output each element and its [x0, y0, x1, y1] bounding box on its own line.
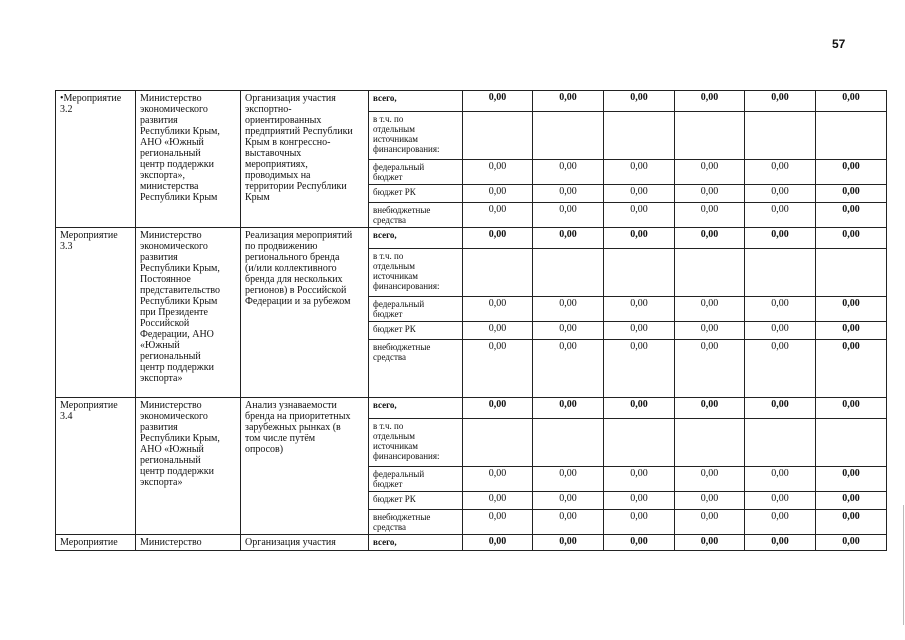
- funding-type-label: всего,: [369, 535, 463, 551]
- amount-cell-year-3: 0,00: [604, 297, 675, 322]
- amount-cell-year-2: 0,00: [533, 510, 604, 535]
- amount-cell-year-3: 0,00: [604, 492, 675, 510]
- amount-cell-year-1: [463, 419, 533, 467]
- amount-cell-year-6: 0,00: [816, 535, 887, 551]
- amount-cell-year-2: 0,00: [533, 340, 604, 398]
- amount-cell-year-1: [463, 249, 533, 297]
- amount-cell-year-4: 0,00: [675, 340, 745, 398]
- amount-cell-year-5: 0,00: [745, 185, 816, 203]
- amount-cell-year-3: 0,00: [604, 160, 675, 185]
- measure-3-4-total-row: [56, 398, 887, 419]
- amount-cell-year-1: 0,00: [463, 322, 533, 340]
- amount-cell-year-1: [463, 112, 533, 160]
- amount-cell-year-2: 0,00: [533, 185, 604, 203]
- amount-cell-year-6: [816, 419, 887, 467]
- amount-cell-year-3: [604, 112, 675, 160]
- amount-cell-year-2: [533, 112, 604, 160]
- amount-cell-year-6: 0,00: [816, 228, 887, 249]
- amount-cell-year-2: 0,00: [533, 91, 604, 112]
- amount-cell-year-1: 0,00: [463, 492, 533, 510]
- funding-type-label: бюджет РК: [369, 185, 463, 203]
- action-description: Реализация мероприятий по продвижению регионального бренда (и/или коллективного бренда для нескольких регионов) в Российской Федерации и за рубежом: [241, 228, 369, 398]
- amount-cell-year-1: 0,00: [463, 398, 533, 419]
- amount-cell-year-6: 0,00: [816, 203, 887, 228]
- amount-cell-year-4: 0,00: [675, 297, 745, 322]
- funding-type-label: бюджет РК: [369, 322, 463, 340]
- amount-cell-year-1: 0,00: [463, 203, 533, 228]
- amount-cell-year-3: 0,00: [604, 398, 675, 419]
- action-description: Организация участия экспортно- ориентированных предприятий Республики Крым в конгрессно- выставочных мероприятиях, проводимых на территории Республики Крым: [241, 91, 369, 228]
- amount-cell-year-6: 0,00: [816, 398, 887, 419]
- measure-name: Мероприятие 3.4: [56, 398, 136, 535]
- amount-cell-year-5: 0,00: [745, 91, 816, 112]
- amount-cell-year-4: 0,00: [675, 510, 745, 535]
- amount-cell-year-3: 0,00: [604, 535, 675, 551]
- amount-cell-year-1: 0,00: [463, 510, 533, 535]
- amount-cell-year-5: 0,00: [745, 467, 816, 492]
- measure-next-total-row: [56, 535, 887, 551]
- amount-cell-year-2: 0,00: [533, 398, 604, 419]
- amount-cell-year-5: 0,00: [745, 203, 816, 228]
- amount-cell-year-6: 0,00: [816, 510, 887, 535]
- amount-cell-year-3: 0,00: [604, 322, 675, 340]
- amount-cell-year-2: 0,00: [533, 228, 604, 249]
- amount-cell-year-6: 0,00: [816, 492, 887, 510]
- page-number: 57: [832, 37, 846, 51]
- amount-cell-year-2: [533, 249, 604, 297]
- funding-type-label: всего,: [369, 91, 463, 112]
- executor-name: Министерство: [136, 535, 241, 551]
- amount-cell-year-5: 0,00: [745, 160, 816, 185]
- amount-cell-year-1: 0,00: [463, 467, 533, 492]
- amount-cell-year-2: 0,00: [533, 467, 604, 492]
- amount-cell-year-6: [816, 112, 887, 160]
- amount-cell-year-5: 0,00: [745, 398, 816, 419]
- amount-cell-year-5: 0,00: [745, 535, 816, 551]
- funding-type-label: в т.ч. по отдельным источникам финансирования:: [369, 112, 463, 160]
- amount-cell-year-4: 0,00: [675, 492, 745, 510]
- amount-cell-year-3: 0,00: [604, 340, 675, 398]
- amount-cell-year-4: [675, 112, 745, 160]
- amount-cell-year-4: 0,00: [675, 535, 745, 551]
- amount-cell-year-5: 0,00: [745, 322, 816, 340]
- funding-type-label: в т.ч. по отдельным источникам финансирования:: [369, 419, 463, 467]
- amount-cell-year-4: 0,00: [675, 203, 745, 228]
- funding-type-label: внебюджетные средства: [369, 340, 463, 398]
- amount-cell-year-1: 0,00: [463, 228, 533, 249]
- amount-cell-year-4: [675, 419, 745, 467]
- amount-cell-year-3: 0,00: [604, 510, 675, 535]
- funding-type-label: в т.ч. по отдельным источникам финансирования:: [369, 249, 463, 297]
- action-description: Организация участия: [241, 535, 369, 551]
- funding-type-label: всего,: [369, 398, 463, 419]
- amount-cell-year-3: [604, 249, 675, 297]
- funding-table: [55, 90, 887, 551]
- funding-type-label: внебюджетные средства: [369, 510, 463, 535]
- amount-cell-year-1: 0,00: [463, 340, 533, 398]
- amount-cell-year-6: 0,00: [816, 160, 887, 185]
- amount-cell-year-5: [745, 249, 816, 297]
- amount-cell-year-3: 0,00: [604, 91, 675, 112]
- measure-name: •Мероприятие 3.2: [56, 91, 136, 228]
- amount-cell-year-2: 0,00: [533, 297, 604, 322]
- amount-cell-year-6: 0,00: [816, 91, 887, 112]
- amount-cell-year-3: 0,00: [604, 185, 675, 203]
- amount-cell-year-4: 0,00: [675, 185, 745, 203]
- amount-cell-year-6: 0,00: [816, 185, 887, 203]
- executor-name: Министерство экономического развития Республики Крым, АНО «Южный региональный центр поддержки экспорта», министерства Республики Крым: [136, 91, 241, 228]
- funding-type-label: внебюджетные средства: [369, 203, 463, 228]
- amount-cell-year-5: [745, 419, 816, 467]
- amount-cell-year-3: 0,00: [604, 467, 675, 492]
- amount-cell-year-3: [604, 419, 675, 467]
- executor-name: Министерство экономического развития Республики Крым, АНО «Южный региональный центр поддержки экспорта»: [136, 398, 241, 535]
- funding-type-label: федеральный бюджет: [369, 297, 463, 322]
- scan-edge-line: [903, 505, 904, 625]
- amount-cell-year-6: 0,00: [816, 322, 887, 340]
- amount-cell-year-4: 0,00: [675, 160, 745, 185]
- amount-cell-year-2: 0,00: [533, 535, 604, 551]
- amount-cell-year-5: 0,00: [745, 340, 816, 398]
- measure-3-3-total-row: [56, 228, 887, 249]
- amount-cell-year-5: [745, 112, 816, 160]
- amount-cell-year-1: 0,00: [463, 160, 533, 185]
- amount-cell-year-3: 0,00: [604, 228, 675, 249]
- amount-cell-year-4: 0,00: [675, 467, 745, 492]
- amount-cell-year-4: 0,00: [675, 398, 745, 419]
- measure-name: Мероприятие 3.3: [56, 228, 136, 398]
- amount-cell-year-5: 0,00: [745, 297, 816, 322]
- amount-cell-year-4: 0,00: [675, 322, 745, 340]
- amount-cell-year-6: 0,00: [816, 340, 887, 398]
- amount-cell-year-1: 0,00: [463, 535, 533, 551]
- measure-name: Мероприятие: [56, 535, 136, 551]
- amount-cell-year-2: 0,00: [533, 203, 604, 228]
- amount-cell-year-2: 0,00: [533, 492, 604, 510]
- amount-cell-year-2: [533, 419, 604, 467]
- funding-type-label: всего,: [369, 228, 463, 249]
- amount-cell-year-2: 0,00: [533, 322, 604, 340]
- amount-cell-year-5: 0,00: [745, 510, 816, 535]
- amount-cell-year-1: 0,00: [463, 185, 533, 203]
- amount-cell-year-5: 0,00: [745, 492, 816, 510]
- funding-type-label: бюджет РК: [369, 492, 463, 510]
- amount-cell-year-1: 0,00: [463, 297, 533, 322]
- amount-cell-year-2: 0,00: [533, 160, 604, 185]
- amount-cell-year-4: 0,00: [675, 228, 745, 249]
- amount-cell-year-4: [675, 249, 745, 297]
- amount-cell-year-5: 0,00: [745, 228, 816, 249]
- action-description: Анализ узнаваемости бренда на приоритетных зарубежных рынках (в том числе путём опросов): [241, 398, 369, 535]
- executor-name: Министерство экономического развития Республики Крым, Постоянное представительство Республики Крым при Президенте Российской Федерации, АНО «Южный региональный центр поддержки экспорта»: [136, 228, 241, 398]
- measure-3-2-total-row: [56, 91, 887, 112]
- amount-cell-year-6: [816, 249, 887, 297]
- funding-type-label: федеральный бюджет: [369, 160, 463, 185]
- amount-cell-year-4: 0,00: [675, 91, 745, 112]
- funding-type-label: федеральный бюджет: [369, 467, 463, 492]
- amount-cell-year-6: 0,00: [816, 467, 887, 492]
- amount-cell-year-3: 0,00: [604, 203, 675, 228]
- amount-cell-year-6: 0,00: [816, 297, 887, 322]
- amount-cell-year-1: 0,00: [463, 91, 533, 112]
